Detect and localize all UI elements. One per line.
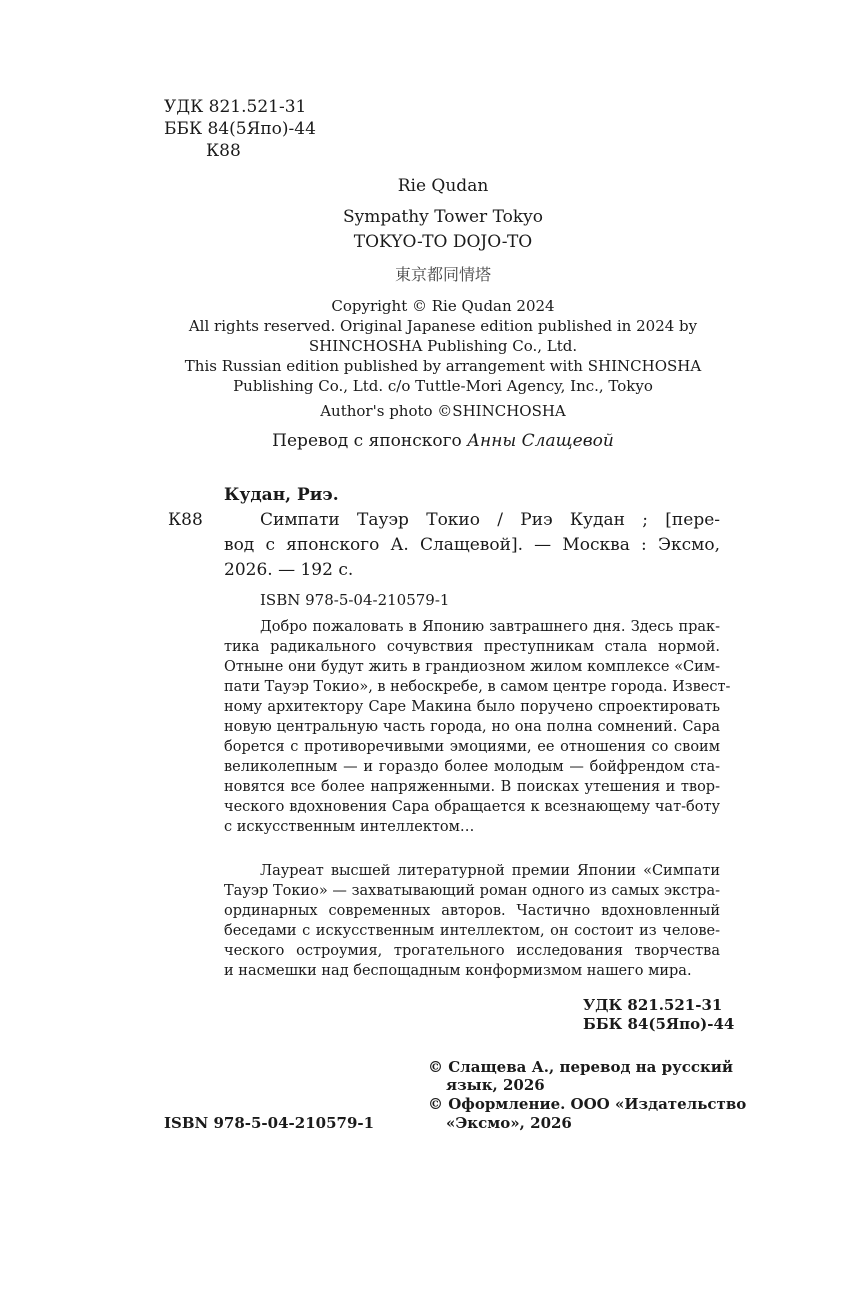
original-author: Rie Qudan xyxy=(397,176,489,196)
author-photo-credit: Author's photo ©SHINCHOSHA xyxy=(320,402,566,420)
annotation-line: Лауреат высшей литературной премии Японии «Симпати xyxy=(260,863,720,879)
bbk-code: ББК 84(5Япо)-44 xyxy=(164,119,316,139)
annotation-line: новятся все более напряженными. В поисках утешения и твор- xyxy=(224,779,720,795)
translation-credit xyxy=(0,431,844,452)
record-sign: К88 xyxy=(168,510,203,530)
copyright-line: Publishing Co., Ltd. c/o Tuttle-Mori Agency, Inc., Tokyo xyxy=(233,377,653,395)
copyright-design-cont: «Эксмо», 2026 xyxy=(446,1114,572,1132)
copyright-translation: © Слащева А., перевод на русский xyxy=(428,1058,734,1076)
footer-bbk: ББК 84(5Япо)-44 xyxy=(583,1015,735,1033)
copyright-line: Copyright © Rie Qudan 2024 xyxy=(331,297,555,315)
annotation-line: ческого остроумия, трогательного исследования творчества xyxy=(224,943,720,959)
translation-prefix: Перевод с японского xyxy=(272,431,468,451)
annotation-line: Добро пожаловать в Японию завтрашнего дня. Здесь прак- xyxy=(260,619,720,635)
footer-udk: УДК 821.521-31 xyxy=(583,996,723,1014)
copyright-line: All rights reserved. Original Japanese edition published in 2024 by xyxy=(188,317,698,335)
original-title-jp: 東京都同情塔 xyxy=(394,265,491,284)
copyright-line: SHINCHOSHA Publishing Co., Ltd. xyxy=(308,337,578,355)
udk-code: УДК 821.521-31 xyxy=(164,97,307,117)
annotation-line: тика радикального сочувствия преступникам стала нормой. xyxy=(224,639,720,655)
annotation-line: великолепным — и гораздо более молодым — бойфрендом ста- xyxy=(224,759,720,775)
annotation-line: беседами с искусственным интеллектом, он состоит из челове- xyxy=(224,923,720,939)
annotation-line: и насмешки над беспощадным конформизмом нашего мира. xyxy=(224,963,692,979)
annotation-line: ческого вдохновения Сара обращается к всезнающему чат-боту xyxy=(224,799,720,815)
copyright-design: © Оформление. ООО «Издательство xyxy=(428,1095,747,1113)
annotation-line: борется с противоречивыми эмоциями, ее отношения со своим xyxy=(224,739,720,755)
annotation-line: ному архитектору Саре Макина было поручено спроектировать xyxy=(224,699,720,715)
record-line: 2026. — 192 с. xyxy=(224,560,354,580)
original-title-en: Sympathy Tower Tokyo xyxy=(343,207,543,227)
record-line: Симпати Тауэр Токио / Риэ Кудан ; [пере- xyxy=(260,510,720,530)
annotation-line: с искусственным интеллектом… xyxy=(224,819,475,835)
record-isbn: ISBN 978-5-04-210579-1 xyxy=(260,591,450,609)
copyright-line: This Russian edition published by arrangement with SHINCHOSHA xyxy=(184,357,702,375)
author-sign: К88 xyxy=(206,141,241,161)
annotation-line: новую центральную часть города, но она полна сомнений. Сара xyxy=(224,719,720,735)
annotation-line: пати Тауэр Токио», в небоскребе, в самом центре города. Извест- xyxy=(224,679,731,695)
copyright-translation-cont: язык, 2026 xyxy=(446,1076,545,1094)
annotation-line: Тауэр Токио» — захватывающий роман одного из самых экстра- xyxy=(224,883,720,899)
original-title-romaji: TOKYO-TO DOJO-TO xyxy=(353,232,533,252)
footer-isbn: ISBN 978-5-04-210579-1 xyxy=(164,1114,375,1132)
annotation-line: Отныне они будут жить в грандиозном жилом комплексе «Сим- xyxy=(224,659,720,675)
record-line: вод с японского А. Слащевой]. — Москва : Эксмо, xyxy=(224,535,720,555)
record-heading: Кудан, Риэ. xyxy=(224,485,339,505)
translator-name: Анны Слащевой xyxy=(467,431,614,451)
annotation-line: ординарных современных авторов. Частично вдохновленный xyxy=(224,903,720,919)
